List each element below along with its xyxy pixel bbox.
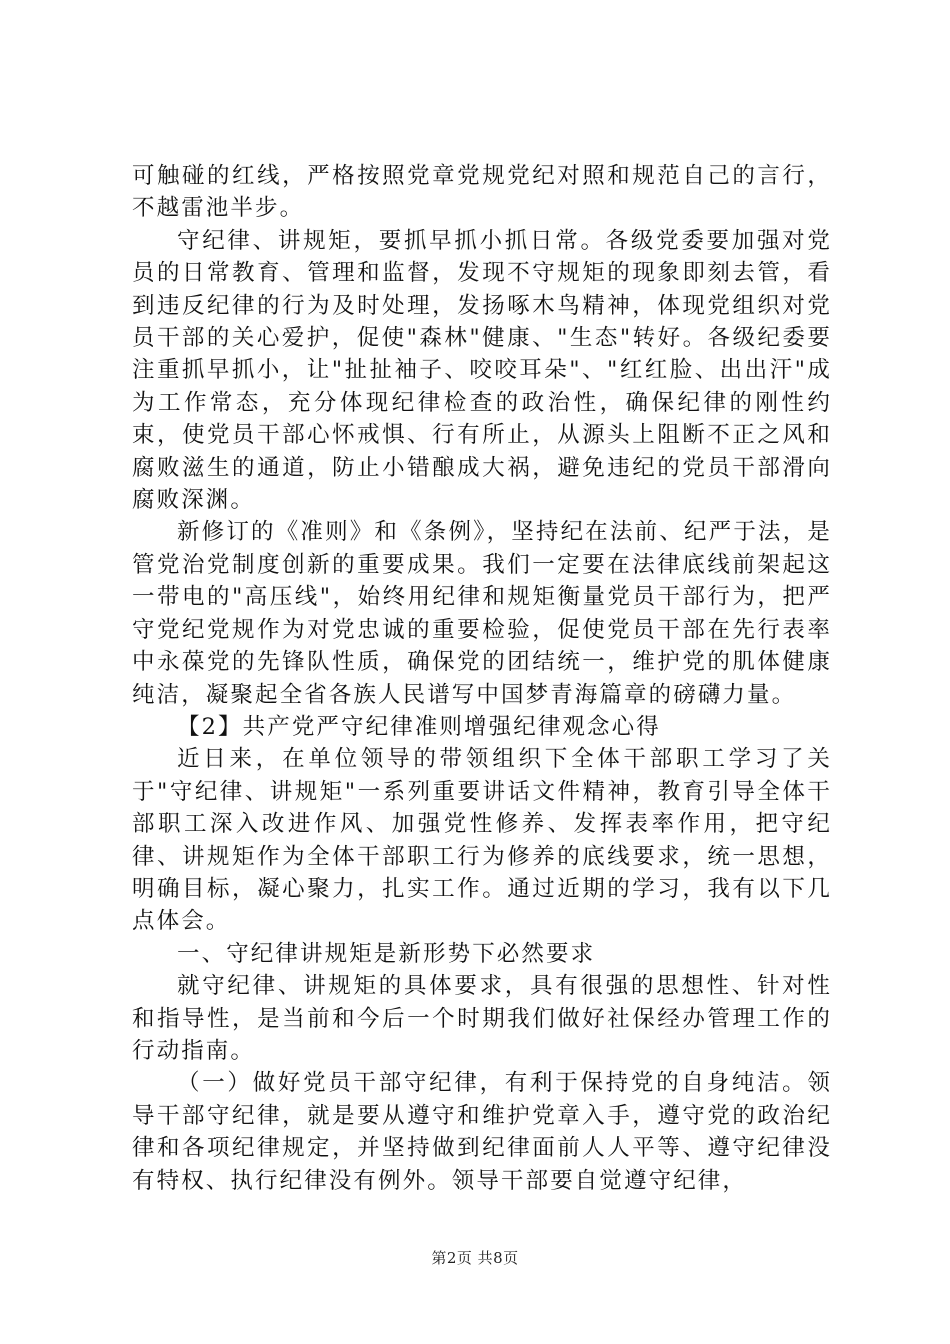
document-body	[132, 160, 832, 1197]
paragraph-requirements: 就守纪律、讲规矩的具体要求，具有很强的思想性、针对性和指导性，是当前和今后一个时期我们做好社保经办管理工作的行动指南。	[132, 973, 832, 1064]
subheading-one: 一、守纪律讲规矩是新形势下必然要求	[177, 940, 596, 967]
paragraph-discipline-daily: 守纪律、讲规矩，要抓早抓小抓日常。各级党委要加强对党员的日常教育、管理和监督，发现不守规矩的现象即刻去管，看到违反纪律的行为及时处理，发扬啄木鸟精神，体现党组织对党员干部的关心爱护，促使"森林"健康、"生态"转好。各级纪委要注重抓早抓小，让"扯扯袖子、咬咬耳朵"、"红红脸、出出汗"成为工作常态，充分体现纪律检查的政治性，确保纪律的刚性约束，使党员干部心怀戒惧、行有所止，从源头上阻断不正之风和腐败滋生的通道，防止小错酿成大祸，避免违纪的党员干部滑向腐败深渊。	[132, 227, 832, 514]
paragraph-point-one: （一）做好党员干部守纪律，有利于保持党的自身纯洁。领导干部守纪律，就是要从遵守和维护党章入手，遵守党的政治纪律和各项纪律规定，并坚持做到纪律面前人人平等、遵守纪律没有特权、执行纪律没有例外。领导干部要自觉遵守纪律，	[132, 1070, 832, 1194]
section-heading-2: 【2】共产党严守纪律准则增强纪律观念心得	[177, 713, 661, 740]
page-footer: 第2页 共8页	[431, 1249, 519, 1267]
paragraph-recent-study: 近日来，在单位领导的带领组织下全体干部职工学习了关于"守纪律、讲规矩"一系列重要讲话文件精神，教育引导全体干部职工深入改进作风、加强党性修养、发挥表率作用，把守纪律、讲规矩作为全体干部职工行为修养的底线要求，统一思想，明确目标，凝心聚力，扎实工作。通过近期的学习，我有以下几点体会。	[132, 746, 832, 935]
paragraph-new-rules: 新修订的《准则》和《条例》，坚持纪在法前、纪严于法，是管党治党制度创新的重要成果。我们一定要在法律底线前架起这一带电的"高压线"，始终用纪律和规矩衡量党员干部行为，把严守党纪党规作为对党忠诚的重要检验，促使党员干部在先行表率中永葆党的先锋队性质，确保党的团结统一，维护党的肌体健康纯洁，凝聚起全省各族人民谱写中国梦青海篇章的磅礴力量。	[132, 519, 832, 708]
paragraph-continuation: 可触碰的红线，严格按照党章党规党纪对照和规范自己的言行，不越雷池半步。	[132, 163, 832, 222]
